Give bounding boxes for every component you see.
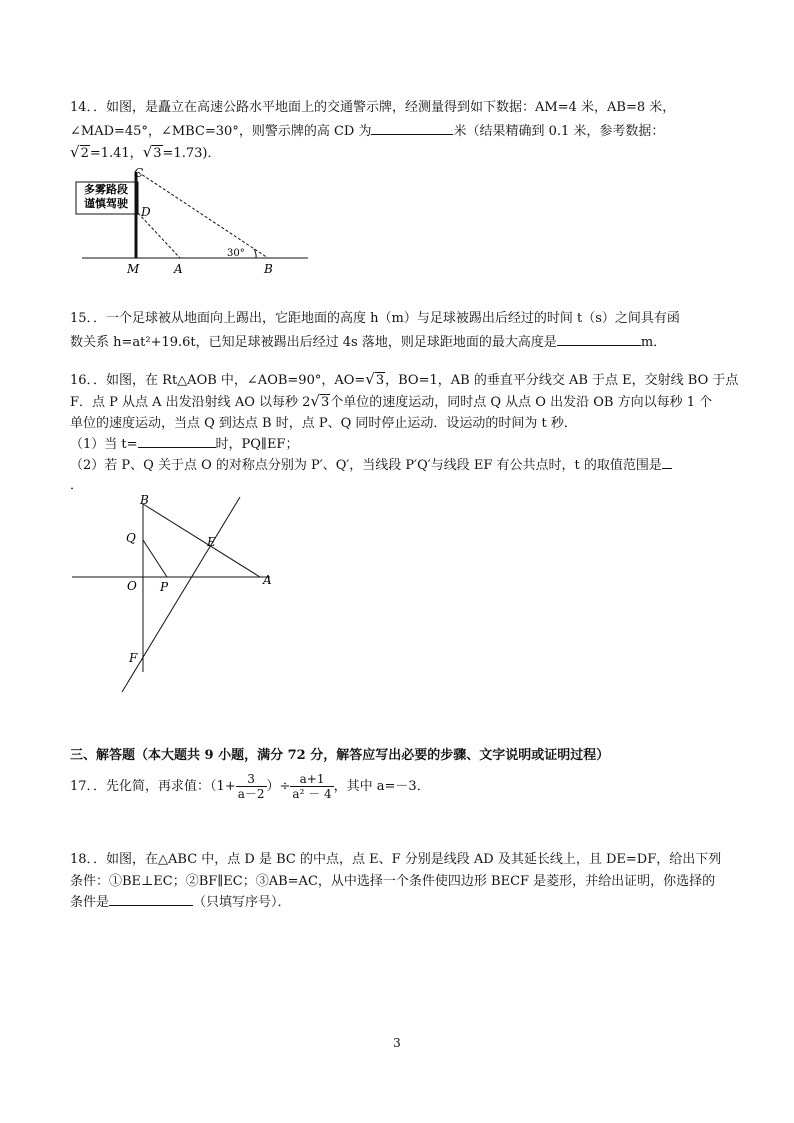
sqrt-3-speed: √3 [310, 392, 330, 410]
page-number: 3 [393, 1036, 401, 1050]
q14-answer-blank [371, 121, 453, 135]
q16-line1-a: 16．．如图，在 Rt△AOB 中，∠AOB=90°，AO= [70, 373, 366, 388]
q16-line5-text: （2）若 P、Q 关于点 O 的对称点分别为 P′、Q′，当线段 P′Q′与线段 EF 有公共点时，t 的取值范围是 [70, 458, 662, 473]
q16-line4-b: 时，PQ∥EF； [215, 437, 299, 452]
q16-figure [70, 492, 290, 697]
line-qp [143, 540, 167, 577]
q15-line2 [70, 331, 666, 350]
label-m: M [127, 262, 140, 276]
sign-text-2: 谨慎驾驶 [84, 197, 128, 210]
line-ab [143, 504, 260, 577]
q14-line2-b: 米（结果精确到 0.1 米，参考数据： [453, 124, 665, 139]
label-a: A [174, 262, 183, 276]
q15-answer-blank [557, 332, 641, 346]
q17-frac1: $\frac{3}{a-2}$ [237, 772, 265, 801]
q18-line2: 条件：①BE⊥EC；②BF∥EC；③AB=AC，从中选择一个条件使四边形 BECF 是菱形，并给出证明，你选择的 [70, 874, 716, 889]
sqrt-2: √2 [70, 143, 89, 161]
q17-frac2: $\frac{a+1}{\text{a² － 4}}$ [292, 772, 332, 801]
q17-mid: ）÷ [266, 779, 291, 794]
q16-answer-blank-2 [662, 455, 672, 469]
label-q: Q [126, 531, 136, 545]
label-f: F [129, 651, 138, 665]
q16-line5 [70, 454, 672, 473]
angle-label: 30° [227, 248, 245, 259]
label-a: A [263, 573, 272, 587]
q18-line3 [70, 891, 291, 910]
q16-line2 [70, 391, 712, 410]
q16-line6: ． [70, 478, 84, 493]
label-d: D [141, 205, 151, 219]
q14-line3-b: =1.73)． [162, 146, 221, 161]
sign-text-1: 多雾路段 [84, 183, 128, 196]
sqrt-3-ao: √3 [365, 370, 385, 388]
q16-line4-a: （1）当 t= [70, 437, 138, 452]
label-b: B [264, 262, 273, 276]
q16-line1 [70, 369, 738, 388]
sqrt-3: √3 [142, 143, 162, 161]
q16-line1-b: ，BO=1，AB 的垂直平分线交 AB 于点 E，交射线 BO 于点 [385, 373, 739, 388]
q18-line3-b: （只填写序号）． [193, 895, 291, 910]
q18-line3-a: 条件是 [70, 895, 110, 910]
q14-line1: 14．．如图，是矗立在高速公路水平地面上的交通警示牌，经测量得到如下数据：AM=4 米，AB=8 米， [70, 100, 676, 115]
label-b: B [140, 493, 149, 507]
q14-line3 [70, 142, 220, 161]
q16-line4 [70, 433, 298, 452]
q16-line2-b: 个单位的速度运动，同时点 Q 从点 O 出发沿 OB 方向以每秒 1 个 [330, 395, 713, 410]
label-o: O [127, 579, 137, 593]
label-c: C [134, 166, 144, 180]
q17-suffix: ，其中 a=－3． [333, 779, 430, 794]
q14-line3-a: =1.41， [89, 146, 143, 161]
line-ef [122, 497, 240, 692]
q14-line2-a: ∠MAD=45°，∠MBC=30°，则警示牌的高 CD 为 [70, 124, 372, 139]
q18-answer-blank [109, 892, 193, 906]
q14-figure [70, 162, 320, 277]
q17-line [70, 772, 430, 801]
line-da [138, 213, 180, 258]
line-cb [138, 172, 268, 258]
q14-line2 [70, 120, 664, 139]
label-e: E [207, 535, 216, 549]
q15-line2-a: 数关系 h=at²+19.6t，已知足球被踢出后经过 4s 落地，则足球距地面的最大高度是 [70, 335, 557, 350]
section3-heading: 三、解答题（本大题共 9 小题，满分 72 分，解答应写出必要的步骤、文字说明或证明过程） [70, 748, 610, 763]
q17-prefix: 17．．先化简，再求值：（1+ [70, 779, 236, 794]
q18-line1: 18．．如图，在△ABC 中，点 D 是 BC 的中点，点 E、F 分别是线段 AD 及其延长线上，且 DE=DF，给出下列 [70, 852, 722, 867]
q15-line1: 15．．一个足球被从地面向上踢出，它距地面的高度 h（m）与足球被踢出后经过的时间 t（s）之间具有函 [70, 311, 680, 326]
q15-line2-b: m． [640, 335, 667, 350]
q16-answer-blank-1 [138, 434, 216, 448]
q16-line3: 单位的速度运动，当点 Q 到达点 B 时，点 P、Q 同时停止运动．设运动的时间为 t 秒． [70, 416, 577, 431]
label-p: P [160, 580, 169, 594]
q16-line2-a: F．点 P 从点 A 出发沿射线 AO 以每秒 2 [70, 395, 311, 410]
